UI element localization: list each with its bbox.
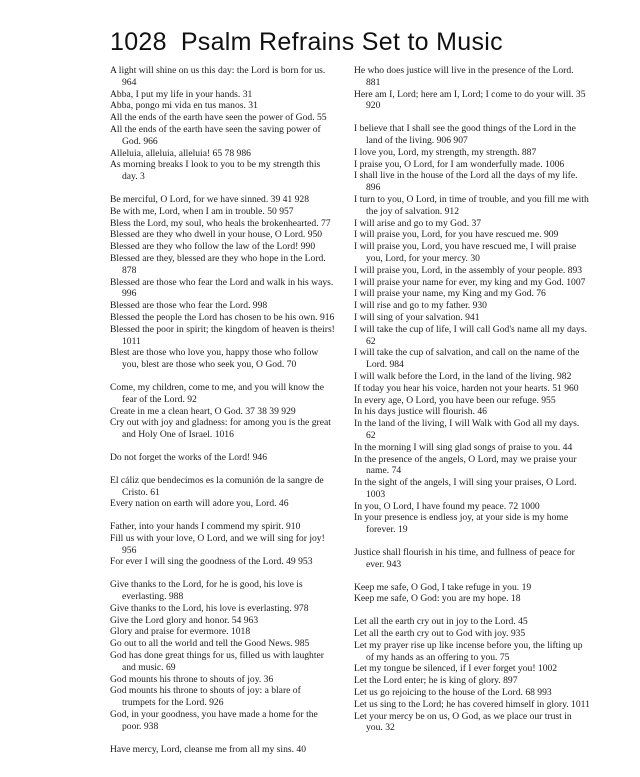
refrain-entry: I shall live in the house of the Lord all the days of my life. 896 [354,170,578,194]
refrain-entry: A light will shine on us this day: the Lord is born for us. 964 [110,65,326,88]
group-spacer [110,510,335,521]
page-title: Psalm Refrains Set to Music [180,28,503,56]
refrain-entry: I will praise your name, my King and my God. 76 [354,288,546,300]
group-spacer [110,371,335,382]
group-spacer [110,183,335,194]
group-spacer [110,464,335,475]
refrain-entry: I will praise you, Lord, for you have rescued me. 909 [354,229,559,241]
group-spacer [354,536,590,547]
refrain-entry: If today you hear his voice, harden not your hearts. 51 960 [354,382,579,394]
group-spacer [354,571,590,582]
refrain-entry: Let your mercy be on us, O God, as we place our trust in you. 32 [354,710,572,734]
group-spacer [354,605,590,616]
refrain-entry: Give thanks to the Lord, for he is good, his love is everlasting. 988 [110,579,303,603]
refrain-entry: Blest are those who love you, happy those who follow you, blest are those who seek you, O God. 70 [110,347,319,371]
refrain-entry: Here am I, Lord; here am I, Lord; I come to do your will. 35 920 [354,88,586,112]
refrain-entry: Blessed are they who follow the law of the Lord! 990 [110,241,316,253]
refrain-entry: In the land of the living, I will Walk with God all my days. 62 [354,418,580,441]
refrain-entry: I will praise you, Lord, in the assembly of your people. 893 [354,264,583,276]
refrain-entry: Justice shall flourish in his time, and fullness of peace for ever. 943 [354,547,575,570]
refrain-entry: El cáliz que bendecimos es la comunión de la sangre de Cristo. 61 [110,474,324,498]
refrain-entry: Go out to all the world and tell the Good News. 985 [110,638,310,650]
refrain-entry: Cry out with joy and gladness: for among you is the great and Holy One of Israel. 1016 [110,417,331,441]
refrain-entry: I will take the cup of life, I will call God's name all my days. 62 [354,323,587,347]
refrain-entry: In you, O Lord, I have found my peace. 72 1000 [354,500,540,512]
refrain-entry: Abba, I put my life in your hands. 31 [110,88,253,100]
page-number: 1028 [110,28,167,56]
refrain-entry: I turn to you, O Lord, in time of trouble, and you fill me with the joy of salvation. 912 [354,193,589,217]
refrain-entry: For ever I will sing the goodness of the Lord. 49 953 [110,556,313,568]
refrain-entry: As morning breaks I look to you to be my strength this day. 3 [110,159,321,183]
refrain-entry: Blessed are they, blessed are they who hope in the Lord. 878 [110,252,326,276]
refrain-entry: Let all the earth cry out in joy to the Lord. 45 [354,616,528,628]
refrain-entry: Keep me safe, O God: you are my hope. 18 [354,593,521,605]
group-spacer [354,112,590,123]
refrain-entry: I praise you, O Lord, for I am wonderfully made. 1006 [354,158,565,170]
refrain-entry: Blessed are they who dwell in your house, O Lord. 950 [110,229,323,241]
refrain-entry: Blessed are those who fear the Lord. 998 [110,300,268,312]
refrain-entry: Every nation on earth will adore you, Lord. 46 [110,498,289,510]
group-spacer [110,733,335,744]
left-column [110,65,335,755]
refrain-entry: Come, my children, come to me, and you will know the fear of the Lord. 92 [110,381,324,405]
group-spacer [110,441,335,452]
refrain-entry: Create in me a clean heart, O God. 37 38 39 929 [110,405,296,417]
refrain-entry: God mounts his throne to shouts of joy. 36 [110,673,274,685]
refrain-entry: In every age, O Lord, you have been our refuge. 955 [354,394,556,406]
refrain-entry: Father, into your hands I commend my spirit. 910 [110,521,301,533]
refrain-entry: In the sight of the angels, I will sing your praises, O Lord. 1003 [354,477,577,500]
refrain-entry: I love you, Lord, my strength, my strength. 887 [354,146,537,158]
right-column [354,65,590,734]
refrain-entry: He who does justice will live in the presence of the Lord. 881 [354,65,574,88]
group-spacer [110,568,335,579]
refrain-entry: Give thanks to the Lord, his love is everlasting. 978 [110,602,309,614]
refrain-entry: Abba, pongo mi vida en tus manos. 31 [110,100,258,112]
refrain-entry: Let us go rejoicing to the house of the Lord. 68 993 [354,687,552,699]
refrain-entry: God has done great things for us, filled us with laughter and music. 69 [110,650,324,673]
refrain-entry: Give the Lord glory and honor. 54 963 [110,614,259,626]
refrain-entry: Alleluia, alleluia, alleluia! 65 78 986 [110,147,251,159]
refrain-entry: I will sing of your salvation. 941 [354,311,480,323]
refrain-entry: Bless the Lord, my soul, who heals the brokenhearted. 77 [110,217,331,229]
refrain-entry: In your presence is endless joy, at your side is my home forever. 19 [354,512,569,536]
refrain-entry: Let us sing to the Lord; he has covered himself in glory. 1011 [354,698,590,710]
refrain-entry: Blessed the people the Lord has chosen to be his own. 916 [110,311,335,323]
refrain-entry: God, in your goodness, you have made a home for the poor. 938 [110,709,318,732]
refrain-entry: I will praise your name for ever, my king and my God. 1007 [354,276,586,288]
refrain-entry: God mounts his throne to shouts of joy: a blare of trumpets for the Lord. 926 [110,685,301,709]
refrain-entry: Be with me, Lord, when I am in trouble. 50 957 [110,205,294,217]
refrain-entry: Glory and praise for evermore. 1018 [110,626,251,638]
refrain-entry: I will take the cup of salvation, and call on the name of the Lord. 984 [354,347,580,371]
refrain-entry: I will walk before the Lord, in the land of the living. 982 [354,370,572,382]
refrain-entry: All the ends of the earth have seen the power of God. 55 [110,112,327,124]
refrain-entry: I will praise you, Lord, you have rescued me, I will praise you, Lord, for your mercy. 30 [354,241,577,264]
refrain-entry: Do not forget the works of the Lord! 946 [110,451,268,463]
refrain-entry: Blessed the poor in spirit; the kingdom of heaven is theirs! 1011 [110,323,335,347]
page-header [110,28,503,57]
refrain-entry: In his days justice will flourish. 46 [354,406,487,418]
refrain-entry: Let all the earth cry out to God with joy. 935 [354,628,526,640]
refrain-entry: Be merciful, O Lord, for we have sinned. 39 41 928 [110,193,310,205]
refrain-entry: Fill us with your love, O Lord, and we will sing for joy! 956 [110,532,325,556]
refrain-entry: I believe that I shall see the good things of the Lord in the land of the living. 906 907 [354,123,576,146]
refrain-entry: Let my tongue be silenced, if I ever forget you! 1002 [354,663,558,675]
refrain-entry: Have mercy, Lord, cleanse me from all my sins. 40 [110,743,306,755]
refrain-entry: Let the Lord enter; he is king of glory. 897 [354,675,518,687]
refrain-entry: In the morning I will sing glad songs of praise to you. 44 [354,441,573,453]
refrain-entry: Keep me safe, O God, I take refuge in you. 19 [354,581,532,593]
refrain-entry: Let my prayer rise up like incense before you, the lifting up of my hands as an offering to you. 75 [354,639,583,663]
refrain-entry: I will rise and go to my father. 930 [354,300,487,312]
refrain-entry: I will arise and go to my God. 37 [354,217,482,229]
refrain-entry: All the ends of the earth have seen the saving power of God. 966 [110,123,321,147]
refrain-entry: Blessed are those who fear the Lord and walk in his ways. 996 [110,276,334,300]
refrain-entry: In the presence of the angels, O Lord, may we praise your name. 74 [354,453,577,477]
